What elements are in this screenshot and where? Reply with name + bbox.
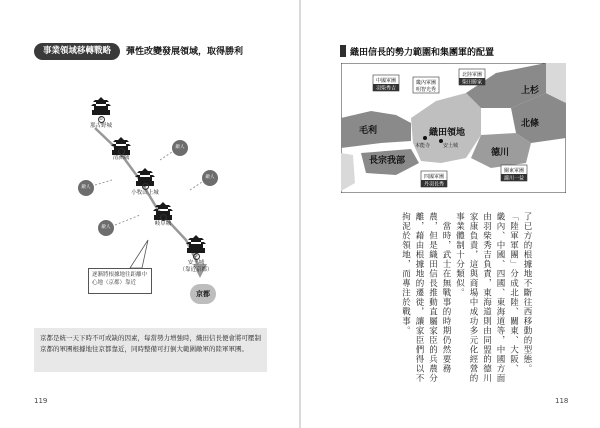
svg-text:丹羽長秀: 丹羽長秀	[423, 181, 445, 188]
army-hokuriku	[459, 69, 485, 86]
page-number-right: 118	[555, 397, 569, 405]
svg-text:關東軍團: 關東軍團	[503, 168, 525, 174]
army-shikoku	[421, 171, 447, 188]
page-subtitle: 彈性改變發展領域，取得勝利	[126, 47, 244, 57]
label-uesugi: 上杉	[521, 86, 540, 96]
castle-3-label: ③ 小牧山上城	[131, 183, 159, 196]
castle-2-label: ② 清洲城	[112, 148, 130, 161]
svg-text:北陸軍團: 北陸軍團	[461, 72, 483, 78]
svg-text:羽柴秀吉: 羽柴秀吉	[375, 85, 397, 92]
castle-icon	[90, 97, 112, 115]
label-oda: 織田領地	[429, 128, 466, 138]
castle-4-label: ④ 岐阜城	[154, 214, 172, 227]
enemy-marker: 敵人	[98, 220, 114, 236]
body-text: 了已方的根據地不斷往西移動的型態。 「陸軍軍團」分成北陸、關東、大阪、 畿內、中國、四國、東海道等，中國方面 由羽柴秀吉負責，東海道則由同盟的德川 家康負責，這與商場中成功多元化經營的 事業體制十分類似。 當時，武士在無戰事的時期仍然要務 農，但是織田信長推動直屬家臣的兵農分 離，藉由根據地的遷徙，讓家臣們得以不 拘泥於領地，而專注於戰事。	[400, 212, 532, 383]
army-chugoku	[373, 75, 399, 92]
castle-1-label: ① 那古野城	[89, 116, 112, 129]
title-marker	[340, 45, 346, 57]
label-mori: 毛利	[359, 126, 378, 136]
label-hojo: 北條	[521, 119, 540, 129]
description-box: 京都是統一天下時不可或缺的因素，每當勢力增強時，織田信長便會將可壓制京都的軍團根據地往京都靠近，同時整備可打倒大範圍敵軍的陸軍軍團。	[34, 328, 267, 372]
castle-1-num: ①	[98, 116, 104, 122]
svg-text:柴田勝家: 柴田勝家	[461, 79, 483, 86]
castle-5-label: ⑤ 安土城 （靠近京都）	[179, 253, 213, 273]
label-azuchi: 安土城	[443, 143, 459, 149]
castle-icon	[185, 235, 207, 253]
kyoto-destination: 京都	[190, 284, 216, 304]
enemy-arrow	[95, 180, 112, 185]
note-pointer	[130, 240, 148, 268]
page-number-left: 119	[34, 397, 48, 405]
strategy-badge: 事業領域移轉戰略	[34, 43, 120, 60]
map-title: 織田信長的勢力範圍和集團軍的配置	[350, 48, 495, 58]
svg-text:四國軍團: 四國軍團	[423, 174, 445, 180]
enemy-marker: 敵人	[172, 140, 188, 156]
army-kinai	[413, 77, 439, 93]
svg-text:畿內軍團: 畿內軍團	[415, 80, 437, 86]
svg-text:明智光秀: 明智光秀	[415, 87, 437, 93]
label-chosokabe: 長宗我部	[369, 156, 406, 166]
enemy-marker: 敵人	[202, 170, 218, 186]
svg-text:瀧川一益: 瀧川一益	[503, 175, 525, 182]
label-honnoji: 本能寺	[415, 143, 431, 149]
relocation-note: 逐漸將根據地往距離中心地（京都）靠近	[88, 268, 152, 294]
army-kanto	[501, 165, 527, 182]
enemy-marker: 敵人	[78, 180, 94, 196]
svg-text:中國軍團: 中國軍團	[375, 78, 397, 84]
label-tokugawa: 德川	[491, 148, 510, 158]
japan-territory-map	[341, 63, 566, 193]
